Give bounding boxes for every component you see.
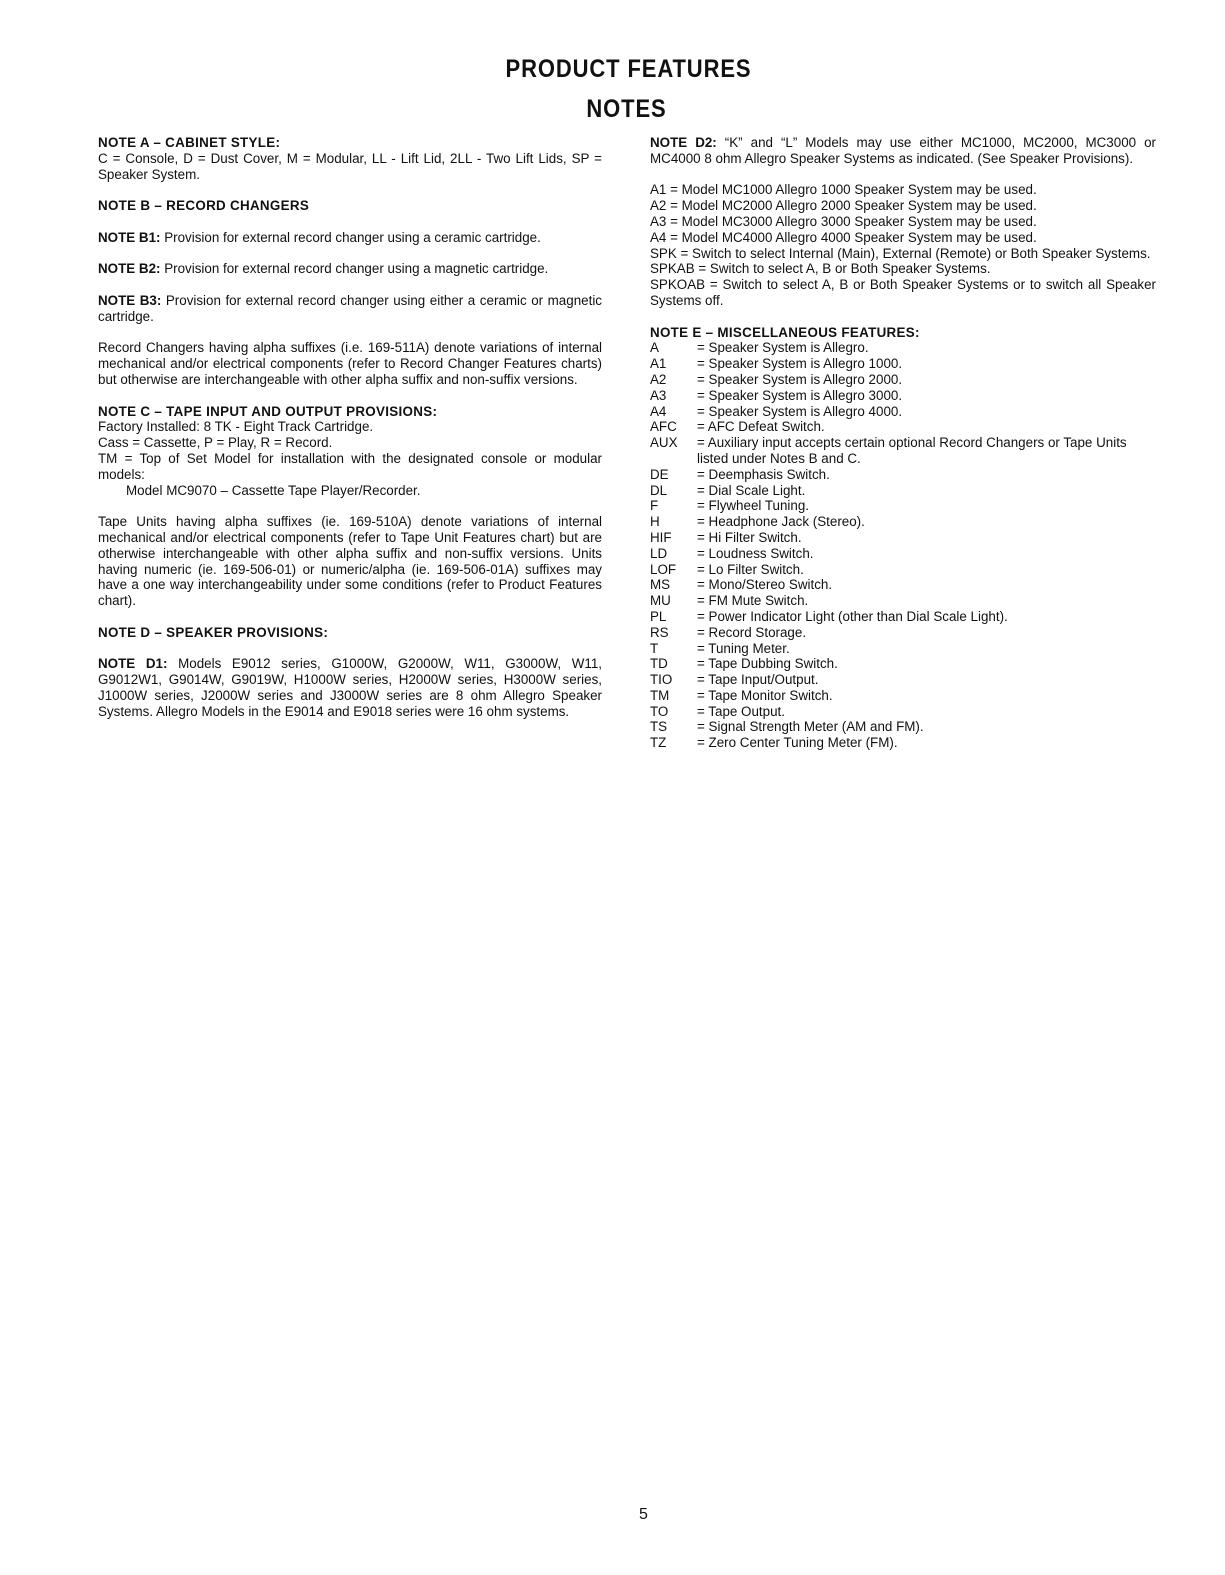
feature-row — [650, 704, 1156, 720]
speaker-line: SPKOAB = Switch to select A, B or Both Speaker Systems or to switch all Speaker Systems off. — [650, 277, 1156, 308]
note-c-line: TM = Top of Set Model for installation with the designated console or modular models: — [98, 450, 602, 482]
feature-row — [650, 735, 1156, 751]
speaker-line: SPK = Switch to select Internal (Main), External (Remote) or Both Speaker Systems. — [650, 245, 1151, 261]
feature-code: A4 — [650, 403, 667, 419]
feature-code: T — [650, 640, 659, 656]
speaker-line: A3 = Model MC3000 Allegro 3000 Speaker System may be used. — [650, 213, 1037, 229]
feature-desc: = AFC Defeat Switch. — [697, 419, 825, 435]
speaker-line: A4 = Model MC4000 Allegro 4000 Speaker System may be used. — [650, 229, 1037, 245]
note-b1-label: NOTE B1: — [98, 229, 161, 245]
feature-desc: = Tape Output. — [697, 703, 785, 719]
feature-code: RS — [650, 624, 669, 640]
feature-desc: = Tape Dubbing Switch. — [697, 656, 838, 672]
note-c-line: Model MC9070 – Cassette Tape Player/Recorder. — [126, 482, 421, 498]
speaker-line: SPKAB = Switch to select A, B or Both Speaker Systems. — [650, 261, 991, 277]
note-d2-text: “K” and “L” Models may use either MC1000, MC2000, MC3000 or MC4000 8 ohm Allegro Speaker Systems as indicated. (See Speaker Provisions). — [650, 135, 1156, 166]
note-d1-text: Models E9012 series, G1000W, G2000W, W11, G3000W, W11, G9012W1, G9014W, G9019W, H1000W series, H2000W series, H3000W series, J1000W series, J2000W series and J3000W series are 8 ohm Allegro Speaker Systems. Allegro Models in the E9014 and E9018 series were 16 ohm systems. — [98, 656, 602, 719]
feature-row — [650, 530, 1156, 546]
speaker-line: A2 = Model MC2000 Allegro 2000 Speaker System may be used. — [650, 198, 1037, 214]
feature-code: TD — [650, 656, 668, 672]
feature-row — [650, 356, 1156, 372]
feature-code: DL — [650, 482, 668, 498]
feature-row — [650, 483, 1156, 499]
note-b-heading: NOTE B – RECORD CHANGERS — [98, 198, 310, 214]
feature-desc: = Hi Filter Switch. — [697, 529, 802, 545]
feature-desc: = Speaker System is Allegro 1000. — [697, 356, 903, 372]
note-b1 — [98, 230, 602, 246]
feature-desc: = Speaker System is Allegro. — [697, 340, 869, 356]
note-d-heading: NOTE D – SPEAKER PROVISIONS: — [98, 624, 329, 640]
feature-code: DE — [650, 466, 669, 482]
feature-desc: = Dial Scale Light. — [697, 482, 806, 498]
feature-row — [650, 435, 1156, 467]
page-number: 5 — [639, 1506, 648, 1523]
feature-code: A3 — [650, 387, 667, 403]
feature-row — [650, 467, 1156, 483]
note-c-line: Cass = Cassette, P = Play, R = Record. — [98, 435, 333, 451]
feature-desc: = FM Mute Switch. — [697, 593, 809, 609]
feature-code: AUX — [650, 435, 678, 451]
feature-desc: = Tape Monitor Switch. — [697, 687, 833, 703]
note-b3-text: Provision for external record changer using either a ceramic or magnetic cartridge. — [98, 292, 602, 324]
record-changer-paragraph: Record Changers having alpha suffixes (i.e. 169-511A) denote variations of internal mechanical and/or electrical components (refer to Record Changer Features charts) but otherwise are interchangeable with other alpha suffix and non-suffix versions. — [98, 340, 602, 387]
page-subtitle: NOTES — [586, 95, 667, 123]
feature-row — [650, 388, 1156, 404]
feature-code: A — [650, 340, 659, 356]
feature-row — [650, 593, 1156, 609]
feature-desc: = Loudness Switch. — [697, 545, 814, 561]
note-b3-label: NOTE B3: — [98, 292, 162, 308]
feature-desc: = Zero Center Tuning Meter (FM). — [697, 735, 898, 751]
feature-row — [650, 419, 1156, 435]
note-d1 — [98, 656, 602, 719]
speaker-list — [650, 182, 1156, 308]
note-a-text: C = Console, D = Dust Cover, M = Modular, LL - Lift Lid, 2LL - Two Lift Lids, SP = Speaker System. — [98, 150, 602, 182]
feature-code: TM — [650, 687, 670, 703]
feature-desc: = Power Indicator Light (other than Dial Scale Light). — [697, 608, 1008, 624]
feature-row — [650, 609, 1156, 625]
feature-desc: = Speaker System is Allegro 2000. — [697, 371, 903, 387]
feature-row — [650, 672, 1156, 688]
feature-code: AFC — [650, 419, 677, 435]
feature-row — [650, 625, 1156, 641]
feature-code: TS — [650, 719, 668, 735]
left-column — [98, 135, 602, 735]
note-c — [98, 404, 602, 499]
feature-desc: = Lo Filter Switch. — [697, 561, 804, 577]
feature-desc: = Flywheel Tuning. — [697, 498, 810, 514]
tape-units-paragraph: Tape Units having alpha suffixes (ie. 169-510A) denote variations of internal mechanical and/or electrical components (refer to Tape Unit Features chart) but are otherwise interchangeable with other alpha suffix and non-suffix versions. Units having numeric (ie. 169-506-01) or numeric/alpha (ie. 169-506-01A) suffixes may have a one way interchangeability under some conditions (refer to Product Features chart). — [98, 514, 602, 609]
note-c-heading: NOTE C – TAPE INPUT AND OUTPUT PROVISIONS: — [98, 403, 438, 419]
features-table — [650, 340, 1156, 751]
feature-row — [650, 514, 1156, 530]
feature-row — [650, 562, 1156, 578]
feature-desc: = Speaker System is Allegro 3000. — [697, 387, 903, 403]
feature-desc: = Headphone Jack (Stereo). — [697, 514, 865, 530]
feature-code: MU — [650, 593, 671, 609]
feature-desc: = Speaker System is Allegro 4000. — [697, 403, 903, 419]
feature-row — [650, 404, 1156, 420]
note-b1-text: Provision for external record changer using a ceramic cartridge. — [160, 229, 541, 245]
feature-row — [650, 719, 1156, 735]
feature-desc: = Signal Strength Meter (AM and FM). — [697, 719, 924, 735]
feature-desc: = Tape Input/Output. — [697, 672, 819, 688]
note-b2 — [98, 261, 602, 277]
feature-desc: = Auxiliary input accepts certain optional Record Changers or Tape Units listed under Notes B and C. — [697, 435, 1127, 466]
note-d2-label: NOTE D2: — [650, 135, 717, 150]
feature-desc: = Deemphasis Switch. — [697, 466, 830, 482]
feature-row — [650, 546, 1156, 562]
feature-desc: = Mono/Stereo Switch. — [697, 577, 833, 593]
feature-code: F — [650, 498, 659, 514]
note-a-heading: NOTE A – CABINET STYLE: — [98, 135, 281, 150]
feature-code: LD — [650, 545, 668, 561]
feature-code: MS — [650, 577, 671, 593]
feature-code: TIO — [650, 672, 673, 688]
feature-code: H — [650, 514, 660, 530]
feature-row — [650, 688, 1156, 704]
feature-code: TO — [650, 703, 669, 719]
note-b2-text: Provision for external record changer using a magnetic cartridge. — [160, 261, 549, 277]
feature-code: A2 — [650, 371, 667, 387]
note-b3 — [98, 293, 602, 325]
feature-row — [650, 372, 1156, 388]
feature-row — [650, 656, 1156, 672]
note-e-heading: NOTE E – MISCELLANEOUS FEATURES: — [650, 324, 920, 340]
right-column — [650, 135, 1156, 751]
feature-row — [650, 340, 1156, 356]
feature-code: LOF — [650, 561, 677, 577]
feature-code: A1 — [650, 356, 667, 372]
note-c-line: Factory Installed: 8 TK - Eight Track Cartridge. — [98, 419, 374, 435]
page-title: PRODUCT FEATURES — [505, 55, 752, 83]
feature-row — [650, 577, 1156, 593]
feature-code: HIF — [650, 529, 672, 545]
speaker-line: A1 = Model MC1000 Allegro 1000 Speaker System may be used. — [650, 182, 1037, 198]
note-b2-label: NOTE B2: — [98, 261, 161, 277]
feature-desc: = Record Storage. — [697, 624, 807, 640]
feature-code: PL — [650, 608, 667, 624]
feature-row — [650, 498, 1156, 514]
note-d2 — [650, 135, 1156, 167]
note-d1-label: NOTE D1: — [98, 656, 168, 672]
note-a — [98, 135, 602, 182]
feature-code: TZ — [650, 735, 667, 751]
feature-desc: = Tuning Meter. — [697, 640, 790, 656]
feature-row — [650, 641, 1156, 657]
